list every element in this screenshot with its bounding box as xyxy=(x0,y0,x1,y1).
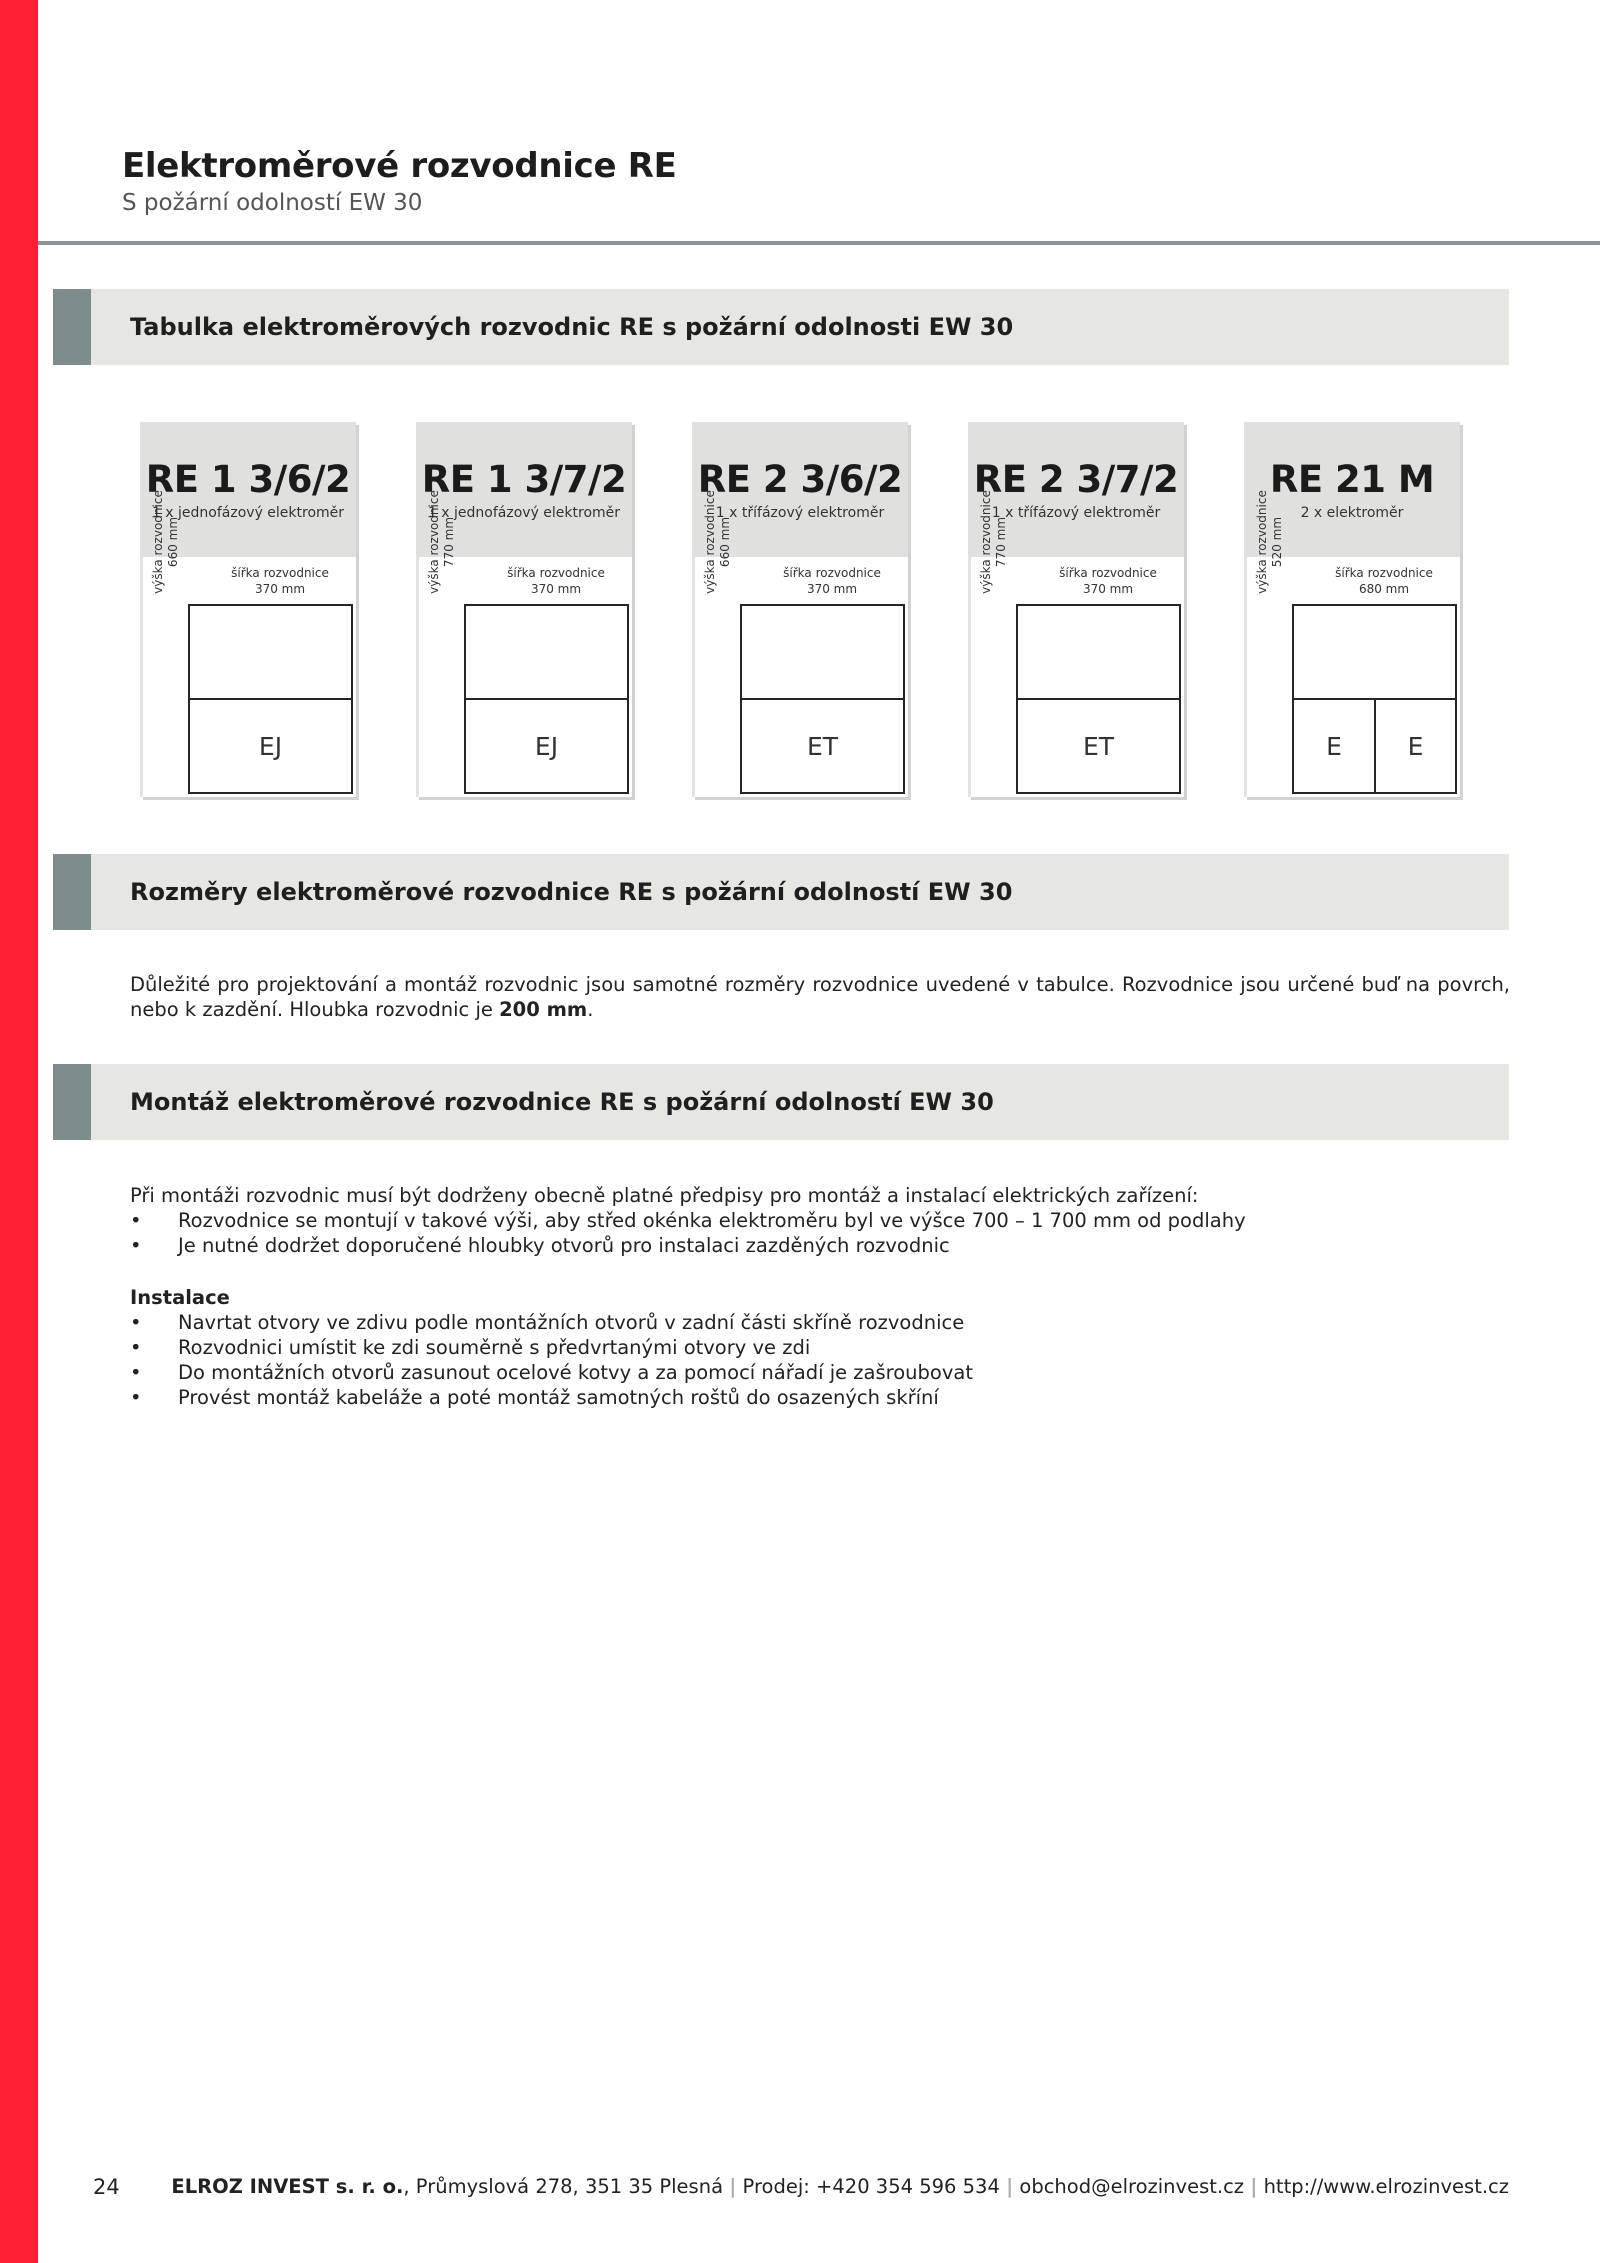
width-label xyxy=(752,565,912,597)
install-heading: Instalace xyxy=(130,1286,230,1309)
height-value: 660 mm xyxy=(166,516,180,568)
height-caption: výška rozvodnice xyxy=(427,490,441,594)
meter-slot: EJ xyxy=(188,698,353,794)
width-caption: šířka rozvodnice xyxy=(1335,566,1433,580)
section-header-table xyxy=(53,289,1509,365)
page-title: Elektroměrové rozvodnice RE xyxy=(122,146,677,186)
card-description: 2 x elektroměr xyxy=(1300,505,1404,521)
meter-slot: E xyxy=(1374,698,1457,794)
card-model-name: RE 1 3/7/2 xyxy=(421,458,627,501)
cabinet-card xyxy=(140,422,356,797)
width-caption: šířka rozvodnice xyxy=(1059,566,1157,580)
list-item-text: Navrtat otvory ve zdivu podle montážních otvorů v zadní části skříně rozvodnice xyxy=(178,1311,965,1334)
bullet-icon: • xyxy=(130,1234,142,1257)
width-label xyxy=(1028,565,1188,597)
header-divider xyxy=(38,241,1600,245)
dimensions-text-end: . xyxy=(587,998,594,1021)
width-value: 370 mm xyxy=(806,582,858,596)
card-description: 1 x jednofázový elektroměr xyxy=(427,505,621,521)
card-edge xyxy=(1244,557,1247,797)
width-value: 680 mm xyxy=(1358,582,1410,596)
dimensions-paragraph xyxy=(130,972,1510,1022)
meter-slot: E xyxy=(1292,698,1376,794)
card-model-name: RE 1 3/6/2 xyxy=(145,458,351,501)
page-subtitle: S požární odolností EW 30 xyxy=(122,190,423,216)
website-link[interactable]: http://www.elrozinvest.cz xyxy=(1263,2175,1509,2198)
company-name: ELROZ INVEST s. r. o. xyxy=(171,2175,404,2198)
cabinet-card xyxy=(692,422,908,797)
footer-separator: | xyxy=(729,2175,737,2198)
card-description: 1 x jednofázový elektroměr xyxy=(151,505,345,521)
cabinet-card xyxy=(1244,422,1460,797)
section-title: Montáž elektroměrové rozvodnice RE s požární odolností EW 30 xyxy=(130,1088,994,1116)
section-accent xyxy=(53,854,91,930)
card-model-name: RE 2 3/7/2 xyxy=(973,458,1179,501)
height-label xyxy=(1255,422,1285,662)
dimensions-text: Důležité pro projektování a montáž rozvodnic jsou samotné rozměry rozvodnice uvedené v tabulce. Rozvodnice jsou určené buď na povrch, nebo k zazdění. Hloubka rozvodnic je xyxy=(130,973,1510,1021)
bullet-icon: • xyxy=(130,1336,142,1359)
section-header-dimensions xyxy=(53,854,1509,930)
width-label xyxy=(200,565,360,597)
bullet-icon: • xyxy=(130,1361,142,1384)
bullet-icon: • xyxy=(130,1311,142,1334)
list-item-text: Do montážních otvorů zasunout ocelové kotvy a za pomocí nářadí je zašroubovat xyxy=(178,1361,973,1384)
mounting-intro: Při montáži rozvodnic musí být dodrženy obecně platné předpisy pro montáž a instalací elektrických zařízení: xyxy=(130,1184,1199,1207)
height-value: 660 mm xyxy=(718,516,732,568)
card-description: 1 x třífázový elektroměr xyxy=(715,505,885,521)
height-caption: výška rozvodnice xyxy=(979,490,993,594)
width-value: 370 mm xyxy=(1082,582,1134,596)
height-caption: výška rozvodnice xyxy=(703,490,717,594)
card-model-name: RE 21 M xyxy=(1269,458,1435,501)
list-item-text: Provést montáž kabeláže a poté montáž samotných roštů do osazených skříní xyxy=(178,1386,939,1409)
height-value: 770 mm xyxy=(442,516,456,568)
footer-separator: | xyxy=(1006,2175,1014,2198)
red-side-strip xyxy=(0,0,38,2263)
card-edge xyxy=(692,557,695,797)
width-caption: šířka rozvodnice xyxy=(231,566,329,580)
height-label xyxy=(703,422,733,662)
height-value: 520 mm xyxy=(1270,516,1284,568)
card-description: 1 x třífázový elektroměr xyxy=(991,505,1161,521)
list-item-text: Rozvodnice se montují v takové výši, aby střed okénka elektroměru byl ve výšce 700 – 1 700 mm od podlahy xyxy=(178,1209,1246,1232)
meter-slot: EJ xyxy=(464,698,629,794)
height-caption: výška rozvodnice xyxy=(151,490,165,594)
height-label xyxy=(427,422,457,662)
card-edge xyxy=(140,557,143,797)
width-value: 370 mm xyxy=(254,582,306,596)
list-item-text: Rozvodnici umístit ke zdi souměrně s předvrtanými otvory ve zdi xyxy=(178,1336,811,1359)
height-value: 770 mm xyxy=(994,516,1008,568)
section-accent xyxy=(53,1064,91,1140)
sales-phone: Prodej: +420 354 596 534 xyxy=(742,2175,1000,2198)
width-label xyxy=(1304,565,1464,597)
email-link[interactable]: obchod@elrozinvest.cz xyxy=(1019,2175,1245,2198)
bullet-icon: • xyxy=(130,1386,142,1409)
section-header-mounting xyxy=(53,1064,1509,1140)
meter-slot: ET xyxy=(740,698,905,794)
footer-contact xyxy=(171,2175,1509,2198)
height-label xyxy=(151,422,181,662)
card-edge xyxy=(968,557,971,797)
meter-slot: ET xyxy=(1016,698,1181,794)
cabinet-card xyxy=(416,422,632,797)
width-caption: šířka rozvodnice xyxy=(783,566,881,580)
section-accent xyxy=(53,289,91,365)
height-caption: výška rozvodnice xyxy=(1255,490,1269,594)
section-title: Rozměry elektroměrové rozvodnice RE s požární odolností EW 30 xyxy=(130,878,1013,906)
card-edge xyxy=(416,557,419,797)
footer-separator: | xyxy=(1250,2175,1258,2198)
section-title: Tabulka elektroměrových rozvodnic RE s požární odolnosti EW 30 xyxy=(130,313,1014,341)
bullet-icon: • xyxy=(130,1209,142,1232)
list-item-text: Je nutné dodržet doporučené hloubky otvorů pro instalaci zazděných rozvodnic xyxy=(178,1234,950,1257)
width-value: 370 mm xyxy=(530,582,582,596)
width-caption: šířka rozvodnice xyxy=(507,566,605,580)
depth-value: 200 mm xyxy=(499,998,588,1021)
height-label xyxy=(979,422,1009,662)
page-number: 24 xyxy=(93,2175,120,2199)
width-label xyxy=(476,565,636,597)
cabinet-card xyxy=(968,422,1184,797)
card-model-name: RE 2 3/6/2 xyxy=(697,458,903,501)
company-address: , Průmyslová 278, 351 35 Plesná xyxy=(403,2175,724,2198)
